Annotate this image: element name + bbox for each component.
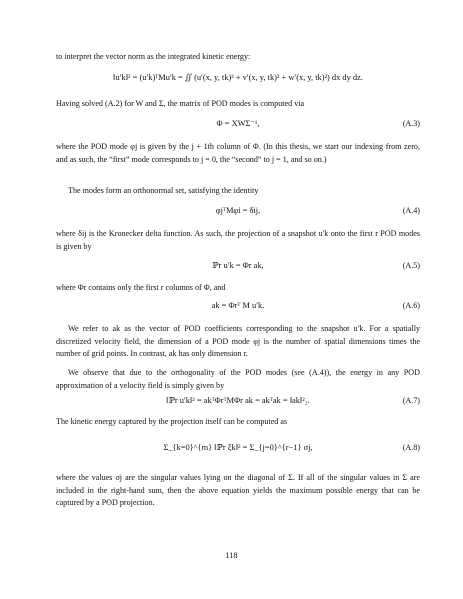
paragraph-orthonormal: The modes form an orthonormal set, satisfying the identity: [68, 186, 259, 195]
equation-a6-formula: ak = Φrᵀ M u′k.: [211, 301, 265, 310]
equation-a6-number: (A.6): [402, 301, 420, 310]
paragraph-phi-r: where Φr contains only the first r columns of Φ, and: [56, 283, 226, 292]
paragraph-kinetic: The kinetic energy captured by the projection itself can be computed as: [56, 417, 288, 426]
equation-energy-formula: ‖u′k‖² = (u′k)ᵀMu′k = ∬ (u′(x, y, tk)² + v′(x, y, tk)² + w′(x, y, tk)²) dx dy dz.: [113, 73, 363, 82]
equation-a7: [56, 393, 420, 409]
equation-a3-formula: Φ = XWΣ⁻¹,: [216, 119, 260, 128]
equation-a5-formula: ℙr u′k = Φr ak,: [212, 261, 264, 270]
paragraph-solved: Having solved (A.2) for W and Σ, the matrix of POD modes is computed via: [56, 99, 305, 108]
intro-text: to interpret the vector norm as the integrated kinetic energy:: [56, 52, 251, 61]
paragraph-kronecker: where δij is the Kronecker delta function. As such, the projection of a snapshot u′k onto the first r POD modes is given by: [56, 229, 420, 251]
equation-a3: [56, 116, 420, 132]
equation-a7-formula: ‖ℙr u′k‖² = akᵀΦrᵀMΦr ak = akᵀak = ‖ak‖²₂.: [166, 396, 310, 405]
equation-a7-number: (A.7): [402, 396, 420, 405]
paragraph-refer: We refer to ak as the vector of POD coefficients corresponding to the snapshot u′k. For a spatially discretized velocity field, the dimension of a POD mode φj is the number of spatial dimensions times the number of grid points. In contrast, ak has only dimension r.: [56, 324, 420, 359]
equation-a5: [56, 258, 420, 274]
equation-a3-number: (A.3): [402, 119, 420, 128]
paragraph-observe: We observe that due to the orthogonality of the POD modes (see (A.4)), the energy in any POD approximation of a velocity field is simply given by: [56, 368, 420, 390]
page-number: 118: [225, 551, 238, 560]
equation-a6: [56, 298, 420, 314]
equation-a8-formula: Σ_{k=0}^{m} ‖ℙr ξk‖² = Σ_{j=0}^{r−1} σj,: [163, 443, 313, 452]
paragraph-where-mode: where the POD mode φj is given by the j + 1th column of Φ. (In this thesis, we start our indexing from zero, and as such, the “first” mode corresponds to j = 0, the “second” to j = 1, and so on.): [56, 142, 420, 164]
paragraph-final: where the values σj are the singular values lying on the diagonal of Σ. If all of the singular values in Σ are included in the right-hand sum, then the above equation yields the maximum possible energy that can be captured by a POD projection.: [56, 473, 420, 508]
equation-a4: [56, 203, 420, 219]
equation-a8-number: (A.8): [402, 443, 420, 452]
equation-energy: [56, 70, 420, 86]
equation-a5-number: (A.5): [402, 261, 420, 270]
equation-a4-formula: φjᵀMφi = δij,: [215, 206, 261, 215]
equation-a4-number: (A.4): [402, 206, 420, 215]
equation-a8: [56, 440, 420, 456]
